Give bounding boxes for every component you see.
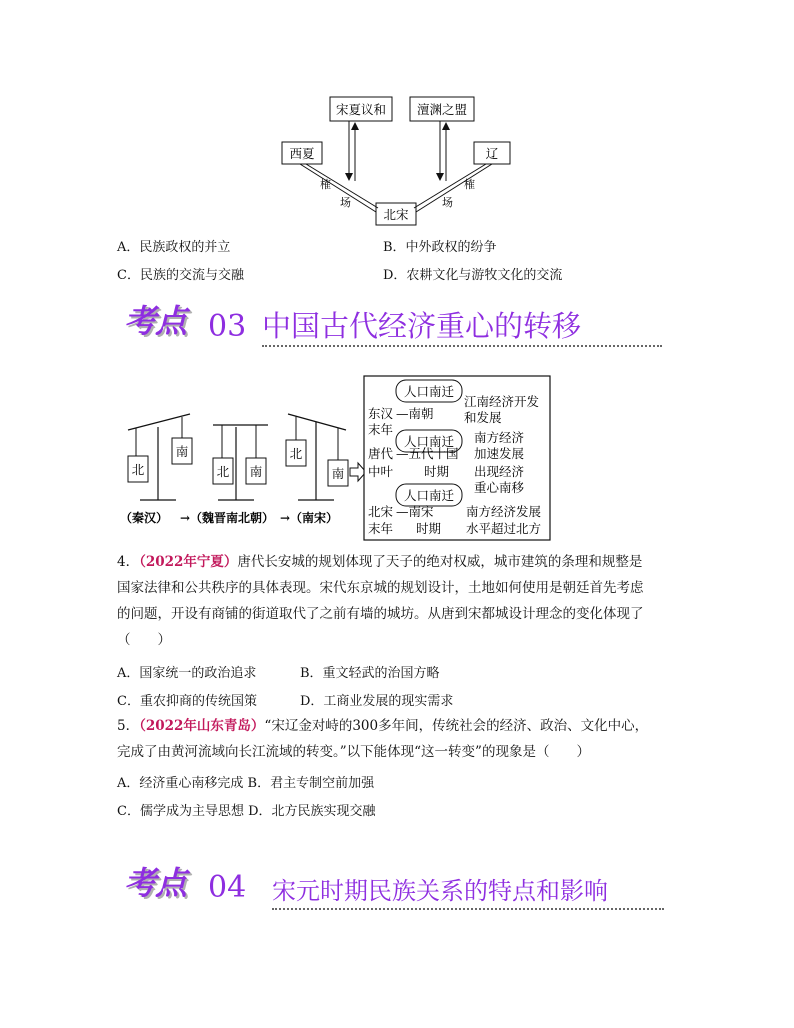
q5-options-cd: C．儒学成为主导思想 D．北方民族实现交融: [117, 804, 376, 819]
left-chang-2: 场: [340, 196, 351, 209]
economic-shift-diagram: [118, 372, 558, 544]
stage-2-label: （魏晋南北朝）: [190, 511, 275, 525]
question-5: [117, 713, 687, 765]
treaty-left-label: 宋夏议和: [335, 102, 387, 117]
beisong-label: 北宋: [383, 207, 409, 222]
right-chang-2: 场: [442, 196, 453, 209]
row2-right-3: 出现经济: [474, 464, 525, 479]
row1-mid: —南朝: [396, 406, 434, 421]
q4-option-b: B．重文轻武的治国方略: [300, 666, 440, 681]
section-03-number: 03: [208, 309, 247, 344]
option-b: B．中外政权的纷争: [383, 240, 497, 255]
liao-label: 辽: [485, 146, 499, 161]
stage-arrow-1: →: [180, 511, 191, 525]
section-03-logo: 考点: [124, 302, 187, 340]
q4-source-tag: （2022年宁夏）: [139, 554, 238, 570]
q5-source-tag: （2022年山东青岛）: [139, 718, 265, 734]
q4-option-d: D．工商业发展的现实需求: [300, 694, 454, 709]
row3-right-2: 水平超过北方: [466, 521, 542, 536]
treaty-right-label: 澶渊之盟: [416, 102, 468, 117]
row1-left-1: 东汉: [368, 406, 394, 421]
row3-left-1: 北宋: [368, 504, 394, 519]
option-c: C．民族的交流与交融: [117, 268, 244, 283]
option-d: D．农耕文化与游牧文化的交流: [383, 268, 563, 283]
row3-left-2: 末年: [368, 521, 394, 536]
section-04-number: 04: [208, 870, 247, 905]
q4-line-1: 唐代长安城的规划体现了天子的绝对权威，城市建筑的条理和规整是: [237, 554, 643, 570]
q4-line-3: 的问题，开设有商铺的街道取代了之前有墙的城坊。从唐到宋都城设计理念的变化体现了: [117, 606, 644, 622]
q4-option-a: A．国家统一的政治追求: [117, 666, 257, 681]
row1-left-2: 末年: [368, 422, 394, 437]
scale1-south: 南: [175, 444, 189, 459]
q5-line-2: 完成了由黄河流域向长江流域的转变。”以下能体现“这一转变”的现象是（ ）: [117, 744, 590, 760]
section-04-title: 宋元时期民族关系的特点和影响: [272, 874, 664, 910]
row2-mid-1: —五代十国: [396, 446, 459, 461]
stage-3-label: （南宋）: [290, 511, 339, 525]
question-4: [117, 549, 687, 653]
row3-right-1: 南方经济发展: [466, 504, 542, 519]
relations-diagram: [270, 88, 530, 228]
section-04-logo: 考点: [124, 864, 187, 902]
q4-number: 4．: [117, 554, 140, 570]
migration-bubble-2: 人口南迁: [403, 434, 455, 449]
q5-number: 5．: [117, 718, 140, 734]
row1-right-1: 江南经济开发: [464, 394, 540, 409]
row1-right-2: 和发展: [464, 410, 502, 425]
row2-right-4: 重心南移: [474, 480, 525, 495]
migration-bubble-1: 人口南迁: [403, 384, 455, 399]
row2-right-2: 加速发展: [474, 446, 525, 461]
q5-line-1: “宋辽金对峙的300多年间，传统社会的经济、政治、文化中心，: [264, 718, 649, 734]
stage-arrow-2: →: [280, 511, 291, 525]
row2-left-2: 中叶: [368, 464, 394, 479]
scale3-south: 南: [331, 466, 345, 481]
xixia-label: 西夏: [289, 146, 315, 161]
q5-options-ab: A．经济重心南移完成 B．君主专制空前加强: [117, 776, 375, 791]
option-a: A．民族政权的并立: [117, 240, 231, 255]
q4-option-c: C．重农抑商的传统国策: [117, 694, 257, 709]
row2-left-1: 唐代: [368, 446, 394, 461]
q4-line-2: 国家法律和公共秩序的具体表现。宋代东京城的规划设计，土地如何使用是朝廷首先考虑: [117, 580, 644, 596]
right-chang-1: 榷: [464, 178, 475, 191]
scale1-north: 北: [131, 462, 145, 477]
q4-line-4: （ ）: [117, 632, 171, 648]
left-chang-1: 榷: [320, 178, 331, 191]
stage-1-label: （秦汉）: [120, 511, 169, 525]
scale2-north: 北: [216, 464, 230, 479]
row2-mid-2: 时期: [424, 464, 450, 479]
row3-mid-2: 时期: [416, 521, 442, 536]
migration-bubble-3: 人口南迁: [403, 488, 455, 503]
row3-mid-1: —南宋: [396, 504, 434, 519]
row2-right-1: 南方经济: [474, 430, 525, 445]
scale2-south: 南: [249, 464, 263, 479]
section-03-title: 中国古代经济重心的转移: [262, 307, 662, 347]
scale3-north: 北: [289, 446, 303, 461]
